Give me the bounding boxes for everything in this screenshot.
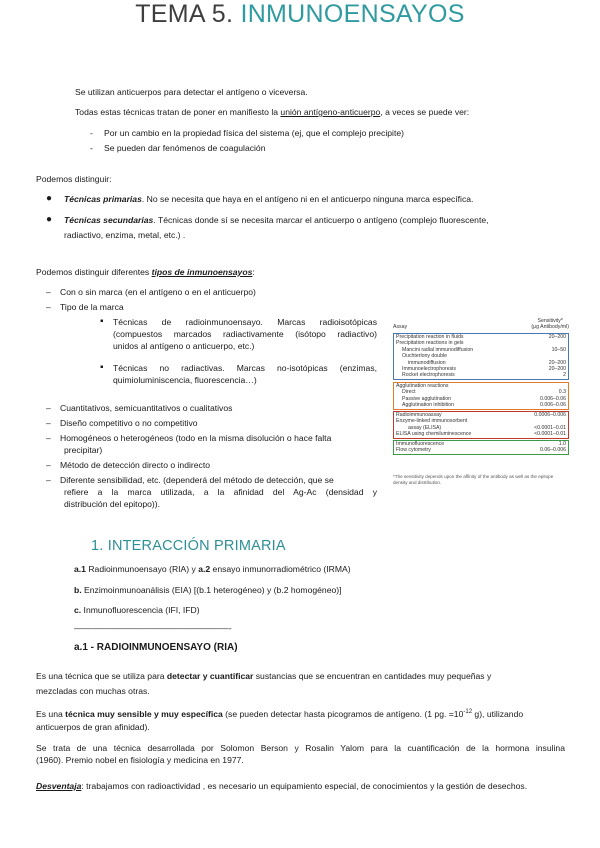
title-prefix: TEMA 5. — [135, 0, 241, 28]
list-item-cont — [64, 486, 377, 510]
section-item-a — [74, 563, 351, 575]
ria-p3 — [36, 742, 565, 766]
list-item: – Método de detección directo o indirecto — [46, 460, 211, 470]
list-item: – Tipo de la marca — [46, 302, 124, 312]
item-text: ensayo inmunorradiométrico (IRMA) — [210, 564, 351, 574]
figure-assay-name: ELISA using chemiluminescence — [396, 431, 472, 438]
types-heading-underlined: tipos de inmunoensayos — [151, 267, 253, 277]
item-text: Radioinmunoensayo (RIA) y — [85, 564, 199, 574]
list-item: – Homogéneos o heterogéneos (todo en la misma disolución o hace falta — [46, 433, 332, 443]
secundarias-text: . Técnicas donde sí se necesita marcar el anticuerpo o antígeno (complejo fluorescente, — [153, 215, 489, 225]
ria-text: Es una técnica que se utiliza para — [36, 671, 167, 681]
item-label: c. — [74, 605, 82, 615]
figure-assay-name: Radioimmunoassay — [396, 412, 442, 418]
types-heading-pre: Podemos distinguir diferentes — [36, 267, 152, 277]
intro-line2 — [75, 106, 469, 118]
figure-sensitivity-value: 2 — [563, 372, 566, 379]
section-rule: ——————————————————- — [74, 623, 232, 633]
intro-line2-post: , a veces se puede ver: — [380, 107, 470, 117]
ria-p2-cont: anticuerpos de gran afinidad). — [36, 722, 150, 732]
secundarias-text-cont: radiactivo, enzima, metal, etc.) . — [64, 230, 186, 240]
figure-header — [385, 318, 571, 332]
list-item: – Diseño competitivo o no competitivo — [46, 418, 198, 428]
figure-assay-name: assay (ELISA) — [408, 424, 442, 431]
figure-assay-name: Rocket electrophoresis — [402, 372, 455, 379]
ria-sup: -12 — [463, 709, 473, 715]
ria-p2 — [36, 706, 523, 720]
figure-assay-name: Precipitation reactions in gels — [396, 340, 464, 347]
figure-sensitivity-value: 20–200 — [548, 359, 566, 366]
item-text: Inmunofluorescencia (IFI, IFD) — [81, 605, 200, 615]
types-heading — [36, 266, 255, 278]
figure-sensitivity-value: 20–200 — [548, 366, 566, 373]
list-item: – Con o sin marca (en el antígeno o en el anticuerpo) — [46, 287, 256, 297]
list-item-text: Con o sin marca (en el antígeno o en el anticuerpo) — [60, 287, 256, 297]
figure-assay-name: Ouchterlony double — [402, 353, 447, 360]
intro-item: - Por un cambio en la propiedad física del sistema (ej, que el complejo precipite) — [90, 128, 404, 138]
primarias-text: . No se necesita que haya en el antígeno ni en el anticuerpo ninguna marca específica. — [141, 194, 474, 204]
ria-text: sustancias que se encuentran en cantidades muy pequeñas y — [253, 671, 492, 681]
page-title — [0, 0, 600, 29]
sub-item-noradio — [113, 362, 377, 386]
title-accent: INMUNOENSAYOS — [240, 0, 465, 28]
list-item-text: Método de detección directo o indirecto — [60, 460, 211, 470]
figure-sensitivity-value: 10–50 — [551, 346, 566, 353]
figure-row — [394, 447, 568, 453]
list-item-text: Homogéneos o heterogéneos (todo en la misma disolución o hace falta — [60, 433, 332, 443]
sub-item-line: Técnicas de radioinmunoensayo. Marcas radioisotópicas — [113, 317, 377, 327]
figure-sensitivity-value: 0.3 — [558, 389, 566, 396]
ria-p1-cont: mezcladas con muchas otras. — [36, 686, 150, 696]
figure-sensitivity-value: 0.06–0.006 — [540, 447, 566, 454]
intro-item-text: Se pueden dar fenómenos de coagulación — [104, 143, 266, 153]
list-item-cont: precipitar) — [64, 445, 103, 455]
figure-group-orange — [393, 382, 569, 410]
intro-line2-underlined: unión antígeno-anticuerpo — [280, 107, 381, 117]
figure-sensitivity-value: 0.006–0.06 — [540, 402, 566, 409]
sub-item-line: (compuestos marcados radiactivamente (isótopo radiactivo) — [113, 329, 377, 339]
figure-row — [394, 372, 568, 378]
figure-col-assay: Assay — [393, 324, 408, 330]
sub-heading: a.1 - RADIOINMUNOENSAYO (RIA) — [74, 642, 238, 653]
item-label: a.1 — [74, 564, 86, 574]
figure-col-sens2: (μg Antibody/ml) — [531, 324, 569, 331]
ria-disadvantage-label: Desventaja — [36, 781, 82, 791]
list-item-line: distribución del epitopo)). — [64, 499, 161, 509]
sub-item-line: Técnicas no radiactivas. Marcas no-isotópicas (enzimas, — [113, 363, 377, 373]
list-item-text: Tipo de la marca — [60, 302, 124, 312]
figure-assay-name: Flow cytometry — [396, 447, 431, 454]
intro-line1: Se utilizan anticuerpos para detectar el antígeno o viceversa. — [75, 87, 308, 97]
sub-item-radio — [113, 316, 377, 352]
sub-item-line: unidos al antígeno o anticuerpo, etc.) — [113, 341, 255, 351]
figure-group-red — [393, 411, 569, 439]
list-item: – Cuantitativos, semicuantitativos o cualitativos — [46, 403, 233, 413]
figure-group-green — [393, 440, 569, 455]
figure-sensitivity-value: 1.0 — [558, 441, 566, 447]
ria-p1 — [36, 670, 491, 682]
bullet-secundarias — [46, 214, 586, 226]
ria-text: Es una — [36, 708, 66, 719]
list-item-text: Diferente sensibilidad, etc. (dependerá del método de detección, que se — [60, 475, 334, 485]
figure-row — [394, 431, 568, 437]
list-item-text: Diseño competitivo o no competitivo — [60, 418, 198, 428]
item-text: Enzimoinmunoanálisis (EIA) [(b.1 heterogéneo) y (b.2 homogéneo)] — [81, 585, 342, 595]
list-item-line: refiere a la marca utilizada, a la afinidad del Ag-Ac (densidad y — [64, 487, 377, 497]
figure-sensitivity-value: 0.006–0.06 — [540, 395, 566, 402]
figure-assay-name: Precipitation reaction in fluids — [396, 334, 464, 340]
figure-group-blue — [393, 333, 569, 380]
figure-assay-name: Agglutination reactions — [396, 383, 449, 389]
figure-sensitivity-value: 20–200 — [548, 334, 566, 340]
intro-item-text: Por un cambio en la propiedad física del sistema (ej, que el complejo precipite) — [104, 128, 404, 138]
primarias-label: Técnicas primarias — [64, 194, 142, 204]
ria-text: (se pueden detectar hasta picogramos de antígeno. (1 pg. =10 — [222, 708, 464, 719]
secundarias-label: Técnicas secundarias — [64, 215, 154, 225]
figure-note: *The sensitivity depends upon the affinity of the antibody as well as the epitope density and distribution. — [393, 474, 554, 485]
ria-bold: técnica muy sensible y muy específica — [65, 708, 223, 719]
ria-text: g), utilizando — [472, 708, 524, 719]
bullet-dot-icon: ● — [46, 214, 53, 225]
list-item: – Diferente sensibilidad, etc. (dependerá del método de detección, que se — [46, 475, 334, 485]
types-heading-post: : — [252, 267, 255, 277]
figure-row — [394, 402, 568, 408]
ria-line: Se trata de una técnica desarrollada por Solomon Berson y Rosalin Yalom para la cuantificación de la hormona insulina — [36, 743, 565, 753]
section-item-c — [74, 604, 200, 616]
figure-assay-name: Agglutination inhibition — [402, 402, 454, 409]
figure-assay-name: Passive agglutination — [402, 395, 452, 402]
item-label: a.2 — [198, 564, 211, 574]
intro-line2-pre: Todas estas técnicas tratan de poner en manifiesto la — [75, 107, 281, 117]
intro-item: - Se pueden dar fenómenos de coagulación — [90, 143, 266, 153]
ria-line: (1960). Premio nobel en fisiología y medicina en 1977. — [36, 755, 244, 765]
assay-sensitivity-figure — [383, 316, 573, 491]
sub-bullet-icon: ▪ — [100, 362, 104, 373]
ria-p4 — [36, 780, 527, 792]
figure-sensitivity-value: <0.0001–0.01 — [534, 424, 566, 431]
figure-assay-name: Mancini radial immunodiffusion — [402, 346, 474, 353]
figure-assay-name: Immunofluorescence — [396, 441, 445, 447]
ria-bold: detectar y cuantificar — [166, 671, 254, 681]
figure-col-sensitivity — [531, 318, 569, 331]
figure-sensitivity-value: 0.0006–0.006 — [534, 412, 566, 418]
distinguish-heading: Podemos distinguir: — [36, 174, 112, 184]
sub-item-line: quimioluminiscencia, fluorescencia…) — [113, 375, 257, 385]
section-heading: 1. INTERACCIÓN PRIMARIA — [91, 538, 286, 554]
bullet-dot-icon: ● — [46, 193, 53, 204]
list-item-text: Cuantitativos, semicuantitativos o cualitativos — [60, 403, 233, 413]
figure-assay-name: Direct — [402, 389, 416, 396]
item-label: b. — [74, 585, 82, 595]
figure-sensitivity-value: <0.0001–0.01 — [534, 431, 566, 438]
sub-bullet-icon: ▪ — [100, 316, 104, 327]
ria-text: : trabajamos con radioactividad , es necesario un equipamiento especial, de conocimientos y la gestión de desechos. — [81, 781, 528, 791]
section-item-b — [74, 584, 342, 596]
figure-assay-name: Immunoelectrophoresis — [402, 366, 456, 373]
figure-assay-name: Enzyme-linked immunosorbent — [396, 418, 468, 425]
bullet-primarias — [46, 193, 566, 205]
figure-col-sens1: Sensitivity* — [537, 318, 563, 324]
figure-assay-name: immunodiffusion — [408, 359, 446, 366]
